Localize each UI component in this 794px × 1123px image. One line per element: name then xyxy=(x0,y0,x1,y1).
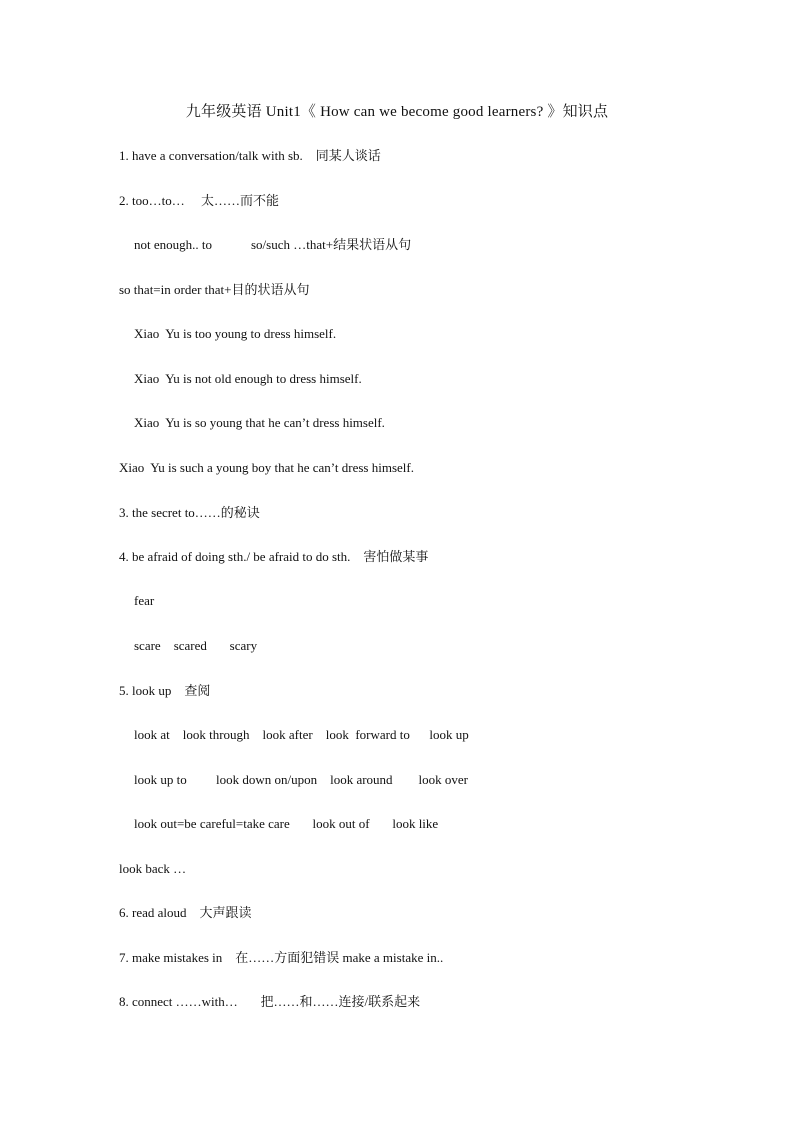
text-line-10: 4. be afraid of doing sth./ be afraid to do sth. 害怕做某事 xyxy=(119,549,429,564)
text-line-11: fear xyxy=(134,593,155,608)
text-line-1: 1. have a conversation/talk with sb. 同某人谈话 xyxy=(119,148,381,163)
text-line-15: look up to look down on/upon look around look over xyxy=(134,772,469,787)
text-line-5: Xiao Yu is too young to dress himself. xyxy=(134,326,337,341)
text-line-14: look at look through look after look forward to look up xyxy=(134,727,469,742)
text-line-19: 7. make mistakes in 在……方面犯错误 make a mistake in.. xyxy=(119,950,444,965)
text-line-16: look out=be careful=take care look out of look like xyxy=(134,816,439,831)
text-line-6: Xiao Yu is not old enough to dress himself. xyxy=(134,371,362,386)
text-line-13: 5. look up 查阅 xyxy=(119,683,211,698)
text-line-4: so that=in order that+目的状语从句 xyxy=(119,282,310,297)
text-line-17: look back … xyxy=(119,861,187,876)
text-line-2: 2. too…to… 太……而不能 xyxy=(119,193,279,208)
text-line-3: not enough.. to so/such …that+结果状语从句 xyxy=(134,237,412,252)
text-line-12: scare scared scary xyxy=(134,638,258,653)
page-title: 九年级英语 Unit1《 How can we become good learners? 》知识点 xyxy=(185,104,609,120)
text-line-9: 3. the secret to……的秘诀 xyxy=(119,505,260,520)
text-line-20: 8. connect ……with… 把……和……连接/联系起来 xyxy=(119,994,421,1009)
text-line-8: Xiao Yu is such a young boy that he can’t dress himself. xyxy=(119,460,414,475)
text-line-7: Xiao Yu is so young that he can’t dress himself. xyxy=(134,415,385,430)
text-line-18: 6. read aloud 大声跟读 xyxy=(119,905,252,920)
